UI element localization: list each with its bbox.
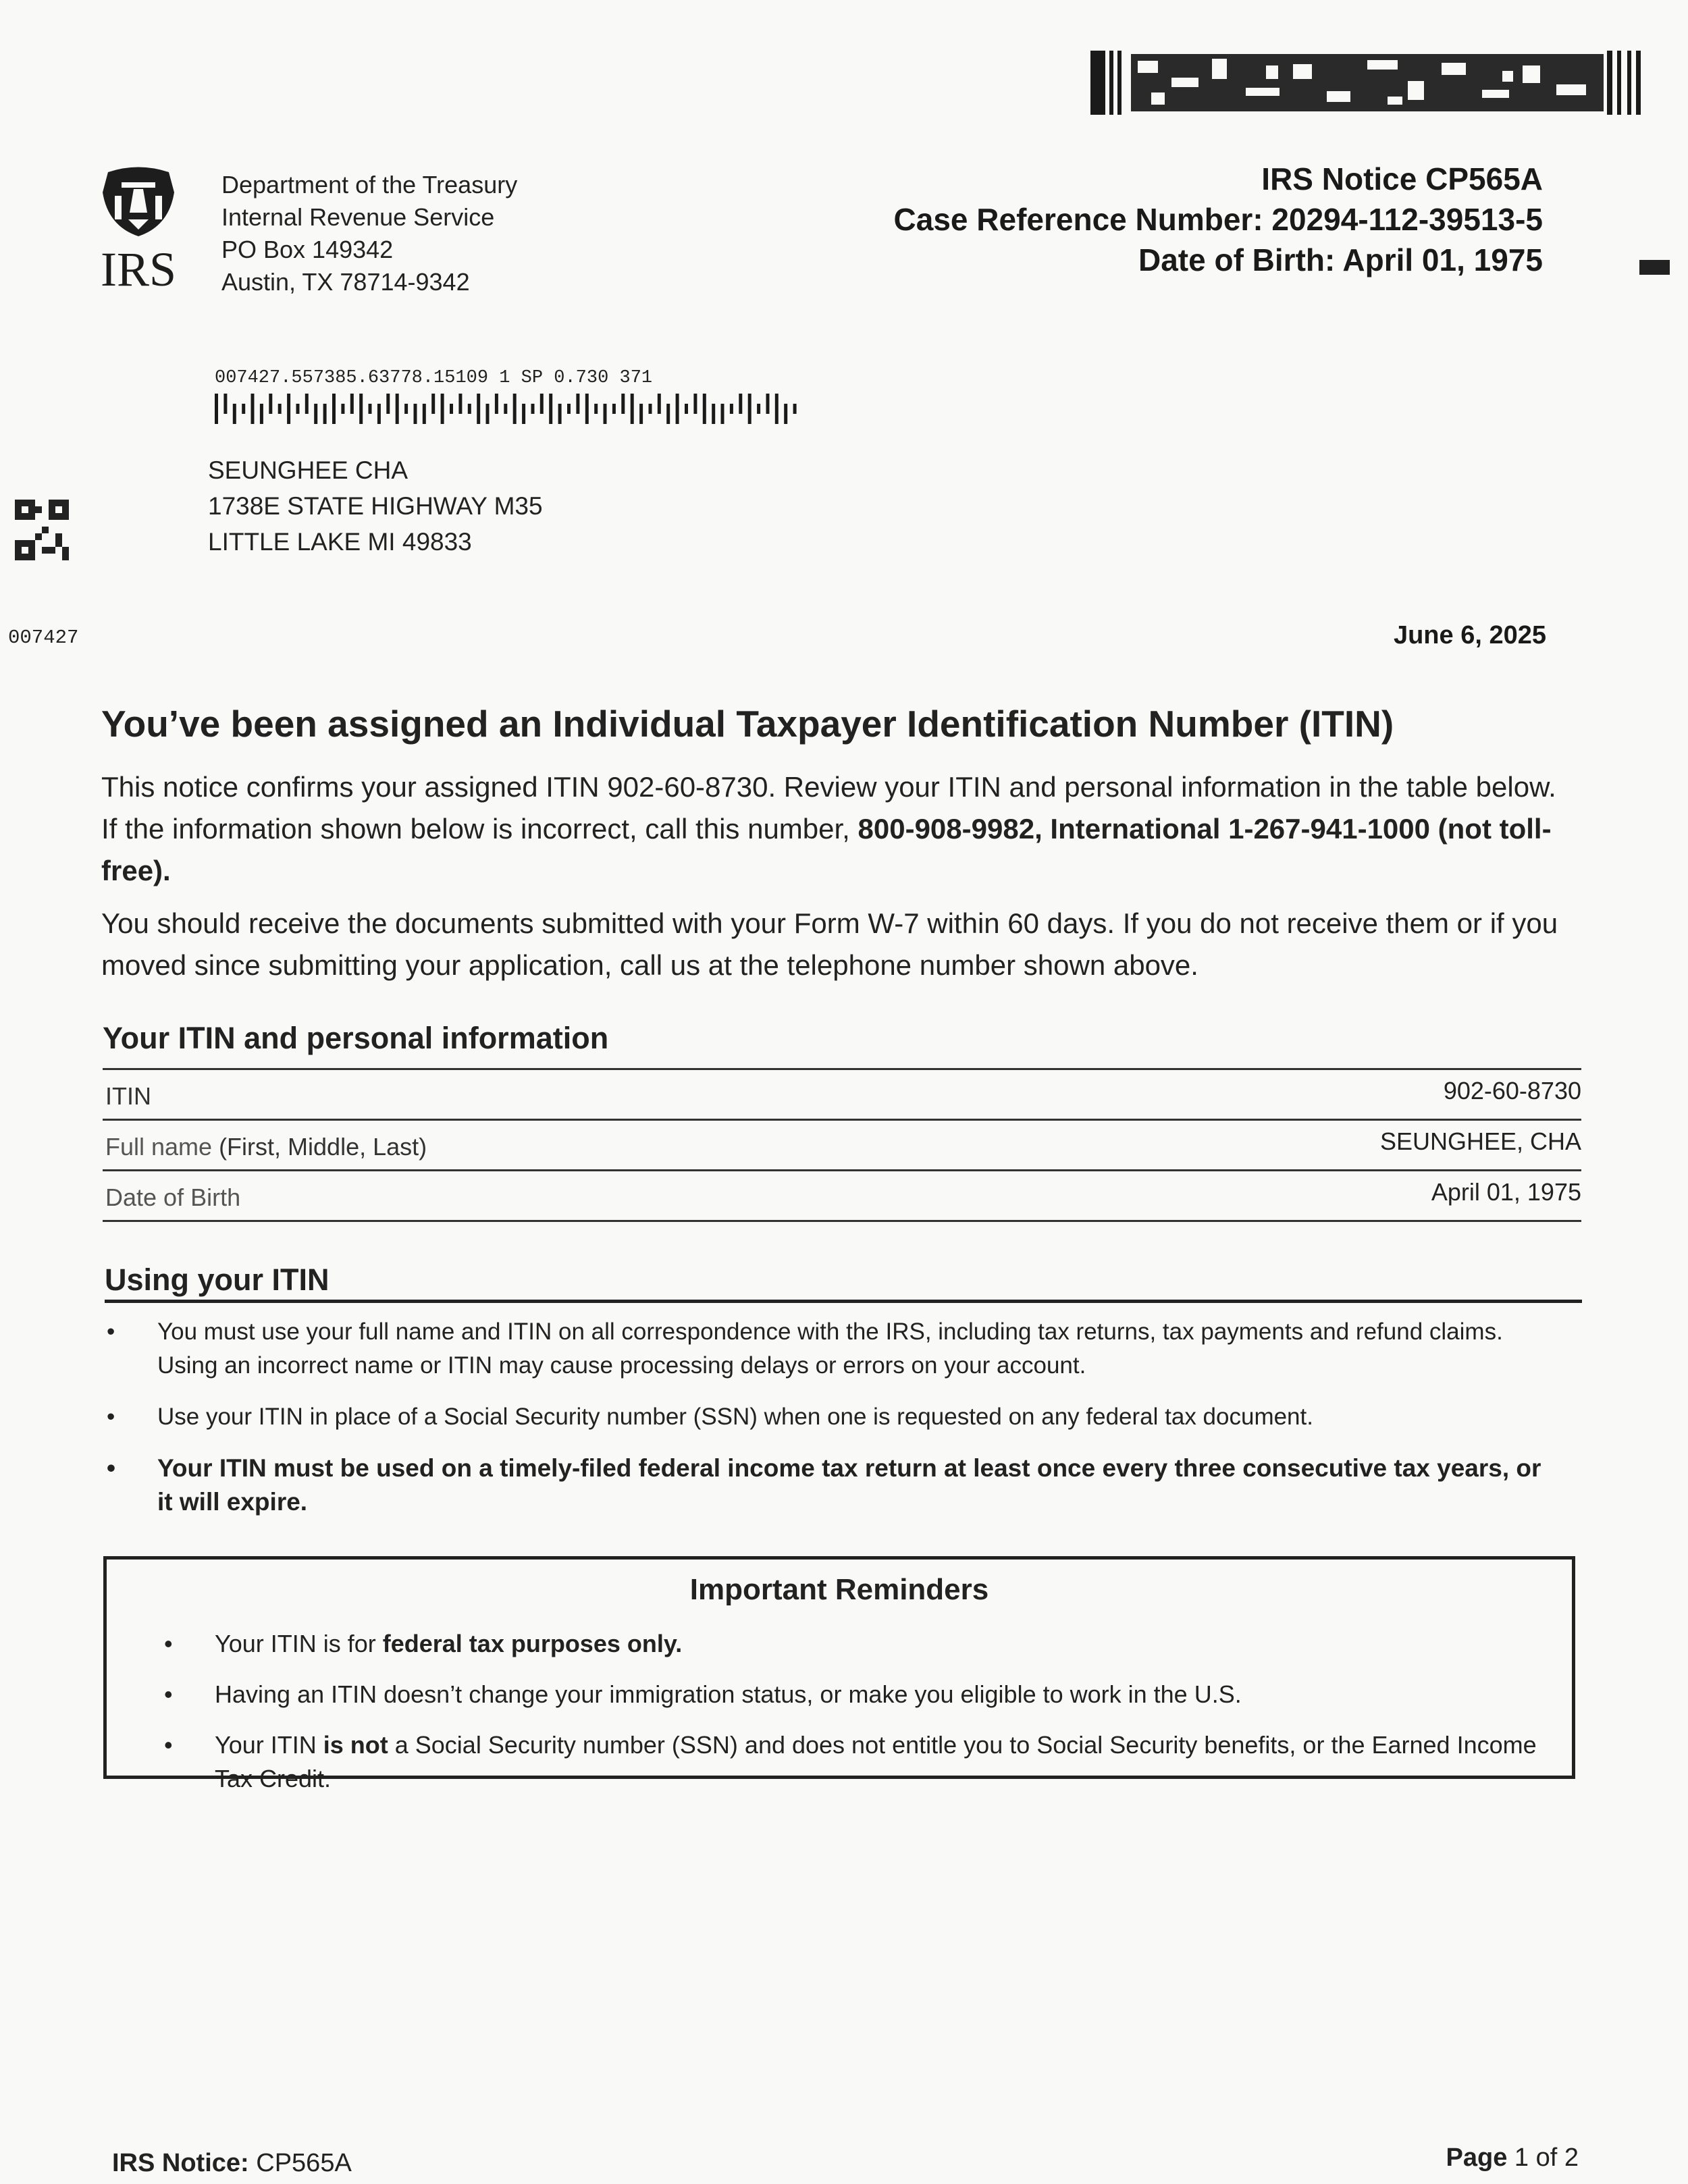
agency-line-1: Department of the Treasury <box>221 171 518 198</box>
list-item: • Use your ITIN in place of a Social Security number (SSN) when one is requested on any federal tax document. <box>107 1400 1552 1434</box>
recipient-city: LITTLE LAKE MI 49833 <box>208 528 472 556</box>
itin-info-table <box>103 1068 1581 1222</box>
documents-paragraph: You should receive the documents submitted with your Form W-7 within 60 days. If you do not receive them or if you moved since submitting your application, call us at the telephone number shown above. <box>101 907 1558 981</box>
notice-header <box>894 159 1543 280</box>
agency-line-4: Austin, TX 78714-9342 <box>221 268 470 296</box>
reminders-list <box>164 1627 1548 1813</box>
edge-mark <box>1639 260 1670 275</box>
intelligent-mail-barcode <box>215 394 802 424</box>
page-value: 1 of 2 <box>1507 2143 1579 2172</box>
page-number <box>1446 2143 1579 2173</box>
list-item: • Your ITIN is not a Social Security number (SSN) and does not entitle you to Social Security benefits, or the Earned Income Tax Credit. <box>164 1728 1548 1796</box>
scan-line: 007427.557385.63778.15109 1 SP 0.730 371 <box>215 368 653 388</box>
notice-date: June 6, 2025 <box>1393 621 1546 649</box>
list-item: • Your ITIN must be used on a timely-filed federal income tax return at least once every three consecutive tax years, or it will expire. <box>107 1451 1552 1519</box>
irs-logo-text: IRS <box>100 242 177 290</box>
side-id-number: 007427 <box>8 627 79 649</box>
contact-phone: 800-908-9982, International 1-267-941-1000 (not toll-free). <box>101 813 1552 886</box>
using-itin-title: Using your ITIN <box>105 1262 329 1297</box>
table-row-full-name <box>103 1121 1581 1171</box>
confirmation-paragraph <box>101 766 1560 892</box>
important-reminders-box <box>103 1556 1575 1792</box>
table-row-date-of-birth <box>103 1171 1581 1222</box>
row-label: Date of Birth <box>105 1183 241 1211</box>
row-value-full-name: SEUNGHEE, CHA <box>1379 1127 1581 1155</box>
agency-line-2: Internal Revenue Service <box>221 203 495 231</box>
top-barcode <box>1090 51 1641 115</box>
recipient-address <box>208 452 543 560</box>
row-label: ITIN <box>105 1082 151 1110</box>
table-row-itin <box>103 1070 1581 1121</box>
footer-notice-id <box>112 2149 352 2178</box>
reminders-title: Important Reminders <box>689 1573 989 1606</box>
list-item: • Your ITIN is for federal tax purposes only. <box>164 1627 1548 1661</box>
footer-notice-value: CP565A <box>248 2149 352 2177</box>
list-item: • Having an ITIN doesn’t change your immigration status, or make you eligible to work in the U.S. <box>164 1678 1548 1711</box>
footer-notice-label: IRS Notice: <box>112 2149 249 2177</box>
agency-line-3: PO Box 149342 <box>221 236 394 263</box>
row-value-itin: 902-60-8730 <box>1443 1077 1581 1104</box>
notice-title: You’ve been assigned an Individual Taxpayer Identification Number (ITIN) <box>101 703 1394 745</box>
case-reference-number: Case Reference Number: 20294-112-39513-5 <box>893 202 1543 237</box>
row-label: Full name (First, Middle, Last) <box>105 1133 427 1161</box>
row-value-date-of-birth: April 01, 1975 <box>1431 1178 1581 1206</box>
side-2d-barcode <box>15 500 69 560</box>
agency-address <box>221 169 517 298</box>
confirmation-text: This notice confirms your assigned ITIN 902-60-8730. Review your ITIN and personal information in the table below. If the information shown below is incorrect, call this number, <box>101 771 1556 845</box>
header-date-of-birth: Date of Birth: April 01, 1975 <box>1138 242 1543 277</box>
info-table-title: Your ITIN and personal information <box>103 1021 609 1055</box>
section-divider <box>105 1300 1582 1303</box>
notice-number: IRS Notice CP565A <box>1261 161 1543 196</box>
list-item: • You must use your full name and ITIN on all correspondence with the IRS, including tax returns, tax payments and refund claims. Using an incorrect name or ITIN may cause processing delays or errors on your account. <box>107 1315 1552 1383</box>
page-label: Page <box>1446 2143 1508 2172</box>
using-itin-list <box>107 1315 1552 1537</box>
recipient-street: 1738E STATE HIGHWAY M35 <box>208 492 543 520</box>
recipient-name: SEUNGHEE CHA <box>208 456 408 484</box>
irs-eagle-logo <box>95 165 182 290</box>
